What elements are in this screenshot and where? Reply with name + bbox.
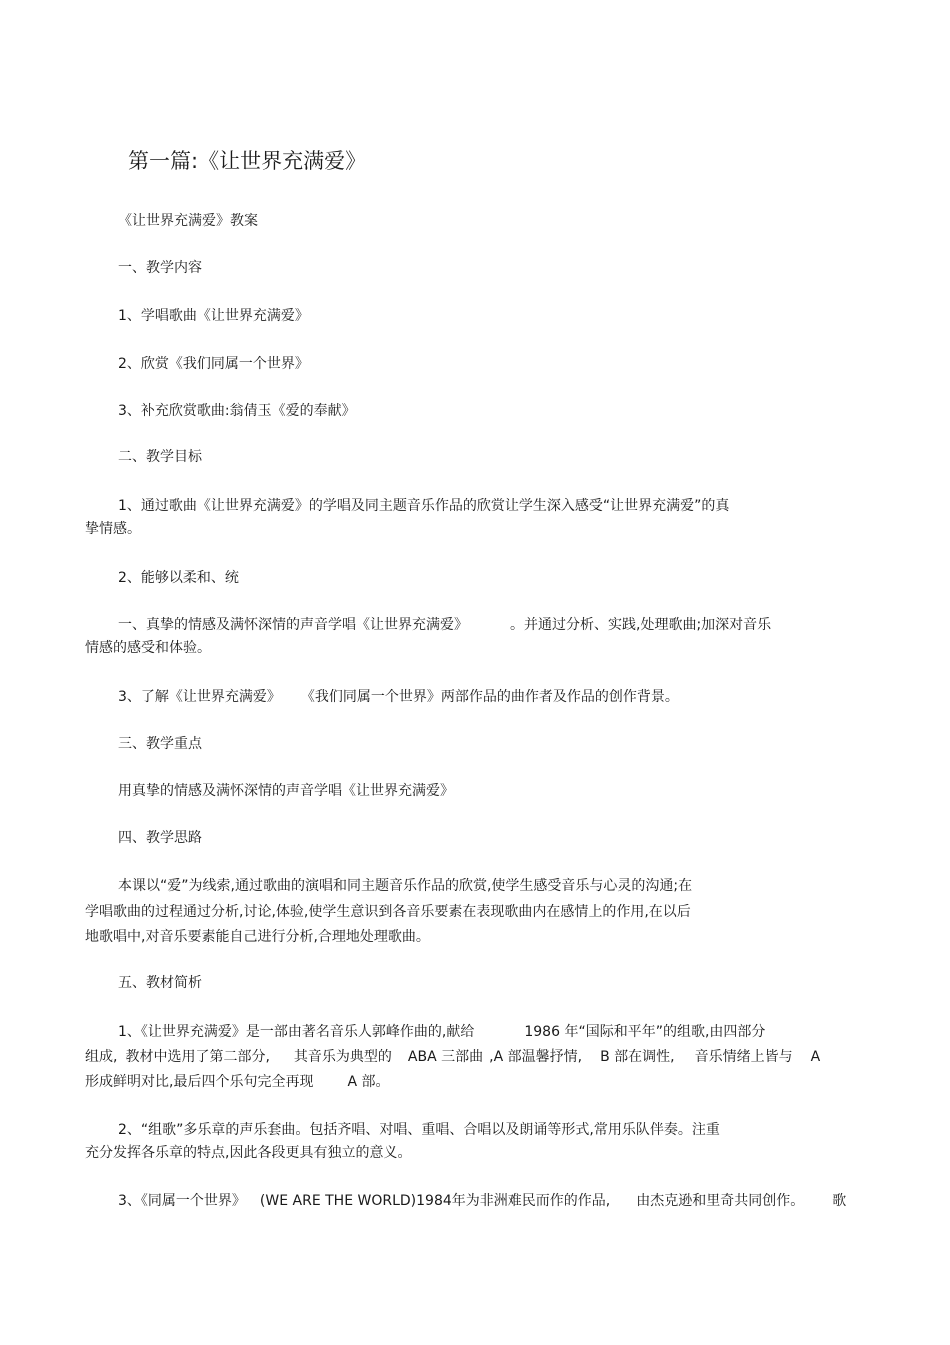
- text-segment: B 部在调性,: [600, 1049, 675, 1065]
- goal-1-line-2: 挚情感。: [85, 521, 141, 537]
- approach-line-3: 地歌唱中,对音乐要素能自己进行分析,合理地处理歌曲。: [85, 929, 430, 945]
- section-heading-analysis: 五、教材简析: [118, 975, 202, 991]
- text-segment: (WE ARE THE WORLD)1984: [259, 1193, 452, 1209]
- text-segment: 3、《同属一个世界》: [118, 1193, 246, 1209]
- text-segment: 《我们同属一个世界》两部作品的曲作者及作品的创作背景。: [300, 689, 679, 705]
- text-segment: 由杰克逊和里奇共同创作。: [636, 1193, 805, 1209]
- section-heading-focus: 三、教学重点: [118, 736, 202, 752]
- text-segment: A 部。: [347, 1074, 390, 1090]
- content-item-3: 3、补充欣赏歌曲:翁倩玉《爱的奉献》: [118, 403, 356, 419]
- analysis-2-line-2: 充分发挥各乐章的特点,因此各段更具有独立的意义。: [85, 1145, 412, 1161]
- text-segment: 音乐情绪上皆与: [694, 1049, 793, 1065]
- text-segment: 年为非洲难民而作的作品,: [451, 1193, 611, 1209]
- text-segment: 1、《让世界充满爱》是一部由著名音乐人郭峰作曲的,献给: [118, 1024, 475, 1040]
- text-segment: 形成鲜明对比,最后四个乐句完全再现: [85, 1074, 314, 1090]
- content-item-1: 1、学唱歌曲《让世界充满爱》: [118, 308, 309, 324]
- goal-1-line-1: 1、通过歌曲《让世界充满爱》的学唱及同主题音乐作品的欣赏让学生深入感受“让世界充满爱”的真: [118, 498, 730, 514]
- text-segment: 。并通过分析、实践,处理歌曲;加深对音乐: [510, 617, 772, 633]
- goal-2-continued-line-1: [118, 614, 771, 636]
- analysis-3-line-1: [118, 1190, 846, 1212]
- text-segment: ABA 三部曲: [407, 1049, 484, 1065]
- approach-line-1: 本课以“爱”为线索,通过歌曲的演唱和同主题音乐作品的欣赏,使学生感受音乐与心灵的沟通;在: [118, 878, 693, 894]
- document-title: 第一篇:《让世界充满爱》: [128, 149, 367, 173]
- focus-text: 用真挚的情感及满怀深情的声音学唱《让世界充满爱》: [118, 783, 454, 799]
- goal-2-continued-line-2: 情感的感受和体验。: [85, 640, 211, 656]
- text-segment: 教材中选用了第二部分,: [125, 1049, 270, 1065]
- text-segment: A: [810, 1049, 821, 1065]
- goal-3: [118, 686, 679, 708]
- section-heading-content: 一、教学内容: [118, 260, 202, 276]
- analysis-1-line-3: [85, 1071, 389, 1093]
- content-item-2: 2、欣赏《我们同属一个世界》: [118, 356, 309, 372]
- section-heading-goals: 二、教学目标: [118, 449, 202, 465]
- text-segment: 一、真挚的情感及满怀深情的声音学唱《让世界充满爱》: [118, 617, 468, 633]
- approach-line-2: 学唱歌曲的过程通过分析,讨论,体验,使学生意识到各音乐要素在表现歌曲内在感情上的作用,在以后: [85, 904, 691, 920]
- goal-2: 2、能够以柔和、统: [118, 570, 239, 586]
- text-segment: ,A 部温馨抒情,: [489, 1049, 583, 1065]
- text-segment: 1986 年“国际和平年”的组歌,由四部分: [524, 1024, 766, 1040]
- section-heading-approach: 四、教学思路: [118, 830, 202, 846]
- text-segment: 其音乐为典型的: [293, 1049, 392, 1065]
- analysis-1-line-1: [118, 1021, 765, 1043]
- analysis-2-line-1: 2、“组歌”多乐章的声乐套曲。包括齐唱、对唱、重唱、合唱以及朗诵等形式,常用乐队伴奏。注重: [118, 1122, 720, 1138]
- analysis-1-line-2: [85, 1046, 820, 1068]
- text-segment: 3、了解《让世界充满爱》: [118, 689, 281, 705]
- text-segment: 组成,: [85, 1049, 118, 1065]
- plan-heading: 《让世界充满爱》教案: [118, 213, 258, 229]
- text-segment: 歌: [832, 1193, 847, 1209]
